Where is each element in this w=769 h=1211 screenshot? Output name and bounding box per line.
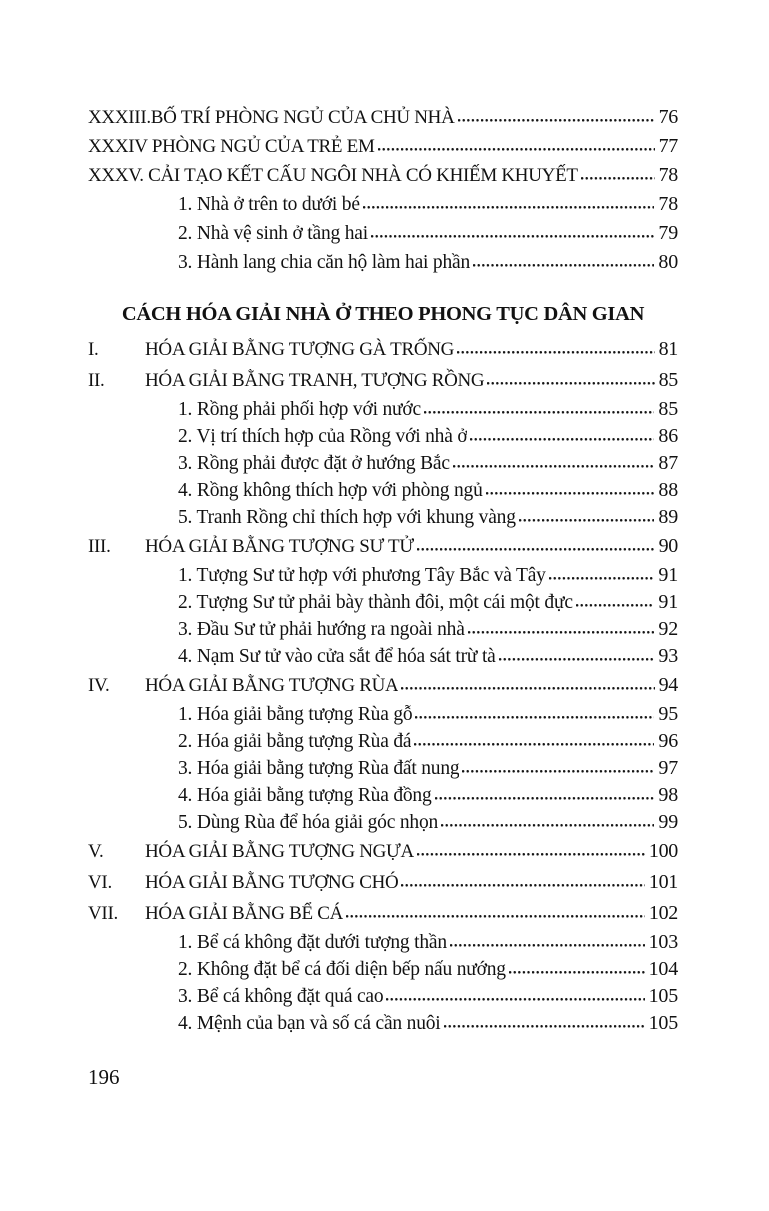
toc-entry-page: 102 xyxy=(648,902,678,924)
toc-entry-title: 3. Hành lang chia căn hộ làm hai phần xyxy=(178,252,471,273)
toc-entry-numeral: I. xyxy=(88,339,99,360)
dot-leader xyxy=(473,263,654,268)
toc-entry-page: 91 xyxy=(658,564,678,586)
toc-entry xyxy=(88,929,678,956)
toc-entry-title: 2. Hóa giải bằng tượng Rùa đá xyxy=(178,731,412,752)
toc-entry-page: 76 xyxy=(658,106,678,128)
toc-entry-title: 4. Nạm Sư tử vào cửa sắt để hóa sát trừ tà xyxy=(178,646,496,667)
toc-entry-page: 81 xyxy=(658,338,678,360)
toc-entry-title: HÓA GIẢI BẰNG TRANH, TƯỢNG RỒNG xyxy=(145,370,485,391)
dot-leader xyxy=(401,686,654,691)
toc-entry xyxy=(88,755,678,782)
toc-entry xyxy=(88,867,678,898)
toc-entry-title: HÓA GIẢI BẰNG TƯỢNG SƯ TỬ xyxy=(145,536,414,557)
toc-entry xyxy=(88,616,678,643)
toc-entry-page: 103 xyxy=(648,931,678,953)
toc-entry-page: 88 xyxy=(658,479,678,501)
toc-entry-title: 2. Tượng Sư tử phải bày thành đôi, một cái một đực xyxy=(178,592,573,613)
toc-entry-page: 77 xyxy=(658,135,678,157)
toc-entry-title: 3. Bể cá không đặt quá cao xyxy=(178,986,384,1007)
dot-leader xyxy=(444,1024,645,1029)
toc-entry-title: HÓA GIẢI BẰNG TƯỢNG GÀ TRỐNG xyxy=(145,339,455,360)
toc-entry-title: 1. Nhà ở trên to dưới bé xyxy=(178,194,360,215)
toc-entry-numeral: VII. xyxy=(88,903,118,924)
toc-entry-title: 5. Dùng Rùa để hóa giải góc nhọn xyxy=(178,812,439,833)
toc-entry-page: 91 xyxy=(658,591,678,613)
toc-entry-title: 1. Tượng Sư tử hợp với phương Tây Bắc và Tây xyxy=(178,565,546,586)
dot-leader xyxy=(468,630,655,635)
toc-entry-title: 4. Hóa giải bằng tượng Rùa đồng xyxy=(178,785,432,806)
toc-entry-numeral: V. xyxy=(88,841,104,862)
toc-entry-title: HÓA GIẢI BẰNG TƯỢNG CHÓ xyxy=(145,872,399,893)
toc-entry xyxy=(88,334,678,365)
toc-entry-page: 87 xyxy=(658,452,678,474)
toc-entry-page: 93 xyxy=(658,645,678,667)
dot-leader xyxy=(549,576,655,581)
dot-leader xyxy=(441,823,654,828)
toc-entry xyxy=(88,450,678,477)
page-number: 196 xyxy=(88,1065,120,1089)
toc-entry xyxy=(88,728,678,755)
toc-entry-numeral: VI. xyxy=(88,872,112,893)
toc-entry-title: 2. Không đặt bể cá đối diện bếp nấu nướng xyxy=(178,959,506,980)
toc-entry-title: 3. Rồng phải được đặt ở hướng Bắc xyxy=(178,453,450,474)
toc-entry-title: HÓA GIẢI BẰNG TƯỢNG RÙA xyxy=(145,675,399,696)
dot-leader xyxy=(424,410,654,415)
toc-entry-page: 90 xyxy=(658,535,678,557)
dot-leader xyxy=(450,943,645,948)
dot-leader xyxy=(470,437,654,442)
toc-entry xyxy=(88,103,678,132)
toc-entry xyxy=(88,956,678,983)
toc-entry-page: 105 xyxy=(648,1012,678,1034)
toc-entry-title: 2. Vị trí thích hợp của Rồng với nhà ở xyxy=(178,426,468,447)
toc-entry xyxy=(88,983,678,1010)
dot-leader xyxy=(457,350,654,355)
dot-leader xyxy=(576,603,655,608)
dot-leader xyxy=(486,491,655,496)
toc-entry-numeral: II. xyxy=(88,370,105,391)
toc-entry xyxy=(88,589,678,616)
toc-entry-page: 89 xyxy=(658,506,678,528)
toc-entry xyxy=(88,643,678,670)
toc-entry-page: 85 xyxy=(658,398,678,420)
dot-leader xyxy=(453,464,655,469)
toc-entry xyxy=(88,132,678,161)
toc-part1-list xyxy=(88,103,678,277)
toc-entry xyxy=(88,190,678,219)
toc-entry-title: 5. Tranh Rồng chỉ thích hợp với khung vàng xyxy=(178,507,516,528)
toc-entry-numeral: III. xyxy=(88,536,111,557)
toc-entry xyxy=(88,396,678,423)
toc-entry-page: 94 xyxy=(658,674,678,696)
toc-entry-title: 3. Đầu Sư tử phải hướng ra ngoài nhà xyxy=(178,619,465,640)
dot-leader xyxy=(386,997,644,1002)
section-heading: CÁCH HÓA GIẢI NHÀ Ở THEO PHONG TỤC DÂN GIAN xyxy=(121,303,645,325)
toc-entry-page: 79 xyxy=(658,222,678,244)
toc-entry xyxy=(88,1010,678,1037)
toc-entry-page: 92 xyxy=(658,618,678,640)
toc-entry xyxy=(88,531,678,562)
toc-entry-title: 2. Nhà vệ sinh ở tầng hai xyxy=(178,223,368,244)
toc-entry xyxy=(88,670,678,701)
dot-leader xyxy=(415,715,654,720)
toc-entry-title: XXXV. CẢI TẠO KẾT CẤU NGÔI NHÀ CÓ KHIẾM KHUYẾT xyxy=(88,165,578,186)
toc-entry xyxy=(88,809,678,836)
toc-entry-page: 97 xyxy=(658,757,678,779)
dot-leader xyxy=(363,205,655,210)
toc-entry-page: 80 xyxy=(658,251,678,273)
toc-entry xyxy=(88,701,678,728)
toc-entry-page: 78 xyxy=(658,193,678,215)
toc-entry xyxy=(88,504,678,531)
toc-entry-title: 1. Hóa giải bằng tượng Rùa gỗ xyxy=(178,704,413,725)
toc-entry-title: 3. Hóa giải bằng tượng Rùa đất nung xyxy=(178,758,460,779)
dot-leader xyxy=(371,234,654,239)
toc-entry-page: 95 xyxy=(658,703,678,725)
toc-entry-title: XXXIII.BỐ TRÍ PHÒNG NGỦ CỦA CHỦ NHÀ xyxy=(88,107,455,128)
toc-entry-page: 101 xyxy=(648,871,678,893)
toc-entry-page: 100 xyxy=(648,840,678,862)
dot-leader xyxy=(458,118,655,123)
dot-leader xyxy=(346,914,645,919)
toc-entry-numeral: IV. xyxy=(88,675,110,696)
toc-entry-title: XXXIV PHÒNG NGỦ CỦA TRẺ EM xyxy=(88,136,375,157)
toc-entry-page: 99 xyxy=(658,811,678,833)
toc-entry xyxy=(88,365,678,396)
toc-entry xyxy=(88,477,678,504)
toc-entry xyxy=(88,782,678,809)
dot-leader xyxy=(378,147,655,152)
toc-entry-title: HÓA GIẢI BẰNG TƯỢNG NGỰA xyxy=(145,841,414,862)
toc-entry-page: 78 xyxy=(658,164,678,186)
dot-leader xyxy=(499,657,655,662)
toc-content xyxy=(88,103,678,1037)
dot-leader xyxy=(509,970,645,975)
toc-entry-page: 85 xyxy=(658,369,678,391)
toc-entry-page: 104 xyxy=(648,958,678,980)
toc-entry-page: 98 xyxy=(658,784,678,806)
dot-leader xyxy=(581,176,655,181)
toc-entry-title: 1. Bể cá không đặt dưới tượng thần xyxy=(178,932,447,953)
toc-entry xyxy=(88,248,678,277)
toc-entry xyxy=(88,562,678,589)
dot-leader xyxy=(462,769,654,774)
dot-leader xyxy=(414,742,654,747)
toc-entry xyxy=(88,836,678,867)
dot-leader xyxy=(435,796,655,801)
toc-entry-title: 4. Mệnh của bạn và số cá cần nuôi xyxy=(178,1013,441,1034)
toc-entry-page: 105 xyxy=(648,985,678,1007)
dot-leader xyxy=(487,381,654,386)
dot-leader xyxy=(417,547,655,552)
toc-entry-title: HÓA GIẢI BẰNG BỂ CÁ xyxy=(145,903,344,924)
toc-entry xyxy=(88,219,678,248)
toc-entry xyxy=(88,898,678,929)
toc-part2-list xyxy=(88,334,678,1037)
toc-entry-title: 4. Rồng không thích hợp với phòng ngủ xyxy=(178,480,483,501)
toc-entry-page: 86 xyxy=(658,425,678,447)
dot-leader xyxy=(417,852,645,857)
toc-entry-title: 1. Rồng phải phối hợp với nước xyxy=(178,399,421,420)
toc-entry xyxy=(88,423,678,450)
dot-leader xyxy=(401,883,644,888)
dot-leader xyxy=(519,518,655,523)
toc-entry-page: 96 xyxy=(658,730,678,752)
toc-entry xyxy=(88,161,678,190)
